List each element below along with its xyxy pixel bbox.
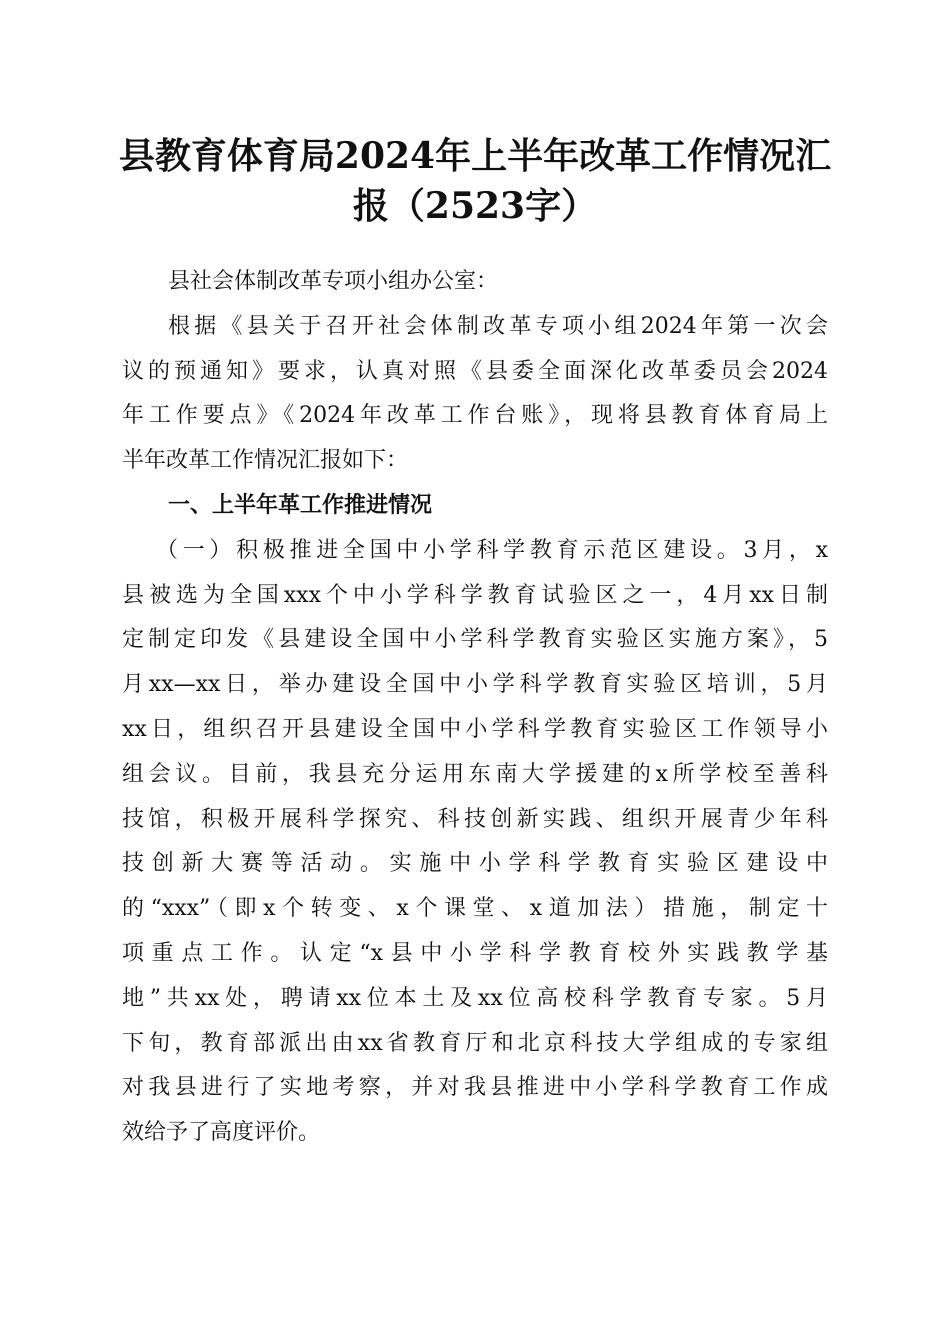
item-line: 项重点工作。认定“x县中小学科学教育校外实践教学基: [122, 940, 828, 966]
intro-line: 根据《县关于召开社会体制改革专项小组2024年第一次会: [168, 313, 828, 339]
item-line: 效给予了高度评价。: [122, 1120, 321, 1146]
item-line: 技创新大赛等活动。实施中小学科学教育实验区建设中: [122, 851, 828, 877]
intro-line: 年工作要点》《2024年改革工作台账》，现将县教育体育局上: [122, 403, 828, 429]
item-line: 对我县进行了实地考察，并对我县推进中小学科学教育工作成: [122, 1075, 828, 1101]
document-title: [118, 131, 832, 231]
item-line: 组会议。目前，我县充分运用东南大学援建的x所学校至善科: [122, 761, 828, 787]
intro-line: 半年改革工作情况汇报如下：: [122, 448, 409, 474]
document-body: [122, 260, 828, 1156]
item-line: （一）积极推进全国中小学科学教育示范区建设。3月，x: [156, 537, 828, 563]
section-heading: 一、上半年革工作推进情况: [168, 492, 433, 518]
item-line: 的“xxx”（即x个转变、x个课堂、x道加法）措施，制定十: [122, 896, 828, 922]
item-line: 下旬，教育部派出由xx省教育厅和北京科技大学组成的专家组: [122, 1030, 828, 1056]
intro-line: 议的预通知》要求，认真对照《县委全面深化改革委员会2024: [122, 358, 828, 384]
item-line: 地”共xx处，聘请xx位本土及xx位高校科学教育专家。5月: [122, 985, 828, 1011]
title-line-2: 报（2523字）: [352, 185, 598, 227]
item-line: 县被选为全国xxx个中小学科学教育试验区之一，4月xx日制: [122, 582, 828, 608]
item-line: 技馆，积极开展科学探究、科技创新实践、组织开展青少年科: [122, 806, 828, 832]
item-line: xx日，组织召开县建设全国中小学科学教育实验区工作领导小: [122, 716, 828, 742]
title-line-1: 县教育体育局2024年上半年改革工作情况汇: [118, 135, 832, 177]
salutation: 县社会体制改革专项小组办公室：: [168, 269, 499, 294]
item-line: 月xx—xx日，举办建设全国中小学科学教育实验区培训，5月: [122, 672, 828, 698]
item-line: 定制定印发《县建设全国中小学科学教育实验区实施方案》，5: [122, 627, 828, 653]
